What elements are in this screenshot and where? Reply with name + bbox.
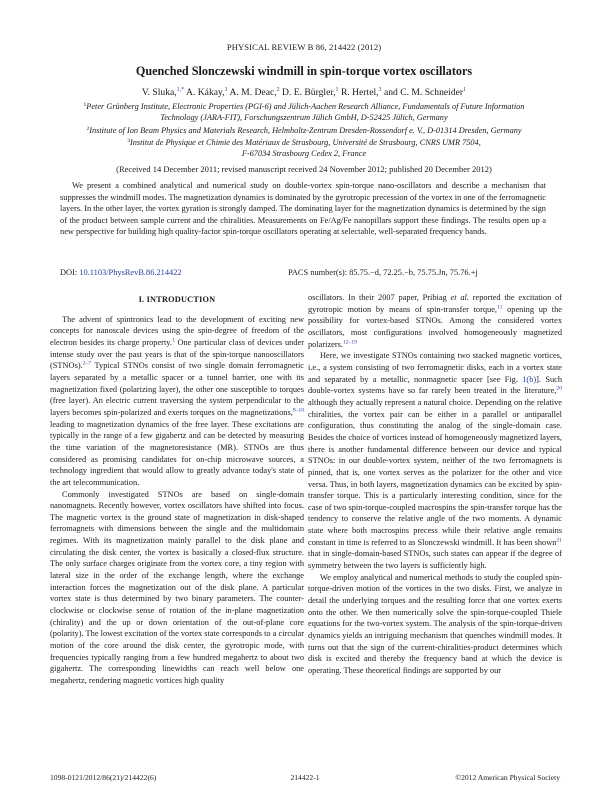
footer-page-number: 214422-1	[290, 773, 320, 782]
author-affiliation-marker[interactable]: 1	[335, 87, 339, 93]
section-heading: I. INTRODUCTION	[138, 295, 216, 304]
paper-title: Quenched Slonczewski windmill in spin-torque vortex oscillators	[135, 64, 473, 78]
footer-copyright: ©2012 American Physical Society	[455, 773, 560, 782]
author-affiliation-marker[interactable]: 2	[276, 87, 280, 93]
received-dates: (Received 14 December 2011; revised manuscript received 24 November 2012; published 20 December 2012)	[116, 164, 492, 174]
doi-pacs-line	[60, 268, 560, 277]
right-column	[308, 292, 562, 677]
citation-link[interactable]: 20	[556, 385, 562, 392]
citation-link[interactable]: 12–19	[342, 339, 357, 346]
author: R. Hertel,$^3$	[340, 87, 382, 98]
author: A. M. Deac,$^2$	[229, 87, 280, 98]
author-affiliation-marker[interactable]: 1,*	[176, 87, 185, 93]
figure-link[interactable]: 1(b)	[522, 374, 537, 384]
paragraph: We employ analytical and numerical methods to study the coupled spin-torque-driven motion of the vortices in the two disks. First, we analyze in detail the underlying torques and the resulting force that one vortex exerts onto the other. We then numerically solve the spin-torque-coupled Thiele equations for the two-vortex system. The analysis of the spin-torque-driven dynamics yields an intriguing mechanism that quenches windmill modes. It turns out that the sign of the current-chiralities-product determines which disk is excited and thereby the frequency band at which the device is operating. These theoretical findings are supported by our	[308, 572, 562, 675]
left-column	[50, 292, 304, 687]
footer-issn: 1098-0121/2012/86(21)/214422(6)	[50, 773, 157, 782]
abstract: We present a combined analytical and numerical study on double-vortex spin-torque nano-oscillators and describe a mechanism that suppresses the windmill modes. The magnetization dynamics is dominated by the gyrotropic precession of the vortex in one of the ferromagnetic layers. In the other layer, the vortex gyration is strongly damped. The dominating layer for the magnetization dynamics is determined by the sign of the product between sample current and the chiralities. Measurements on Fe/Ag/Fe nanopillars support these findings. The results open up a new perspective for building high quality-factor spin-torque oscillators operating at selectable, well-separated frequency bands.	[60, 181, 546, 237]
citation-link[interactable]: 1	[171, 337, 175, 344]
citation-link[interactable]: 2–7	[82, 360, 92, 367]
citation-link[interactable]: 11	[496, 304, 503, 311]
author: D. E. Bürgler,$^1$	[282, 87, 339, 98]
author-affiliation-marker[interactable]: 1	[463, 87, 467, 93]
doi-link[interactable]: 10.1103/PhysRevB.86.214422	[79, 268, 182, 277]
author: and C. M. Schneider$^1$	[383, 87, 467, 98]
author-affiliation-marker[interactable]: 1	[224, 87, 228, 93]
paragraph: The advent of spintronics lead to the development of exciting new concepts for nanoscale devices using the spin-degree of freedom of the electron besides its charge property.$^1$ One particular class of devices under intense study over the past years is that of the spin-torque nanooscillators (STNOs).$^{2-7}$ Typical STNOs consist of two single domain ferromagnetic layers separated by a metallic spacer or a tunnel barrier, one with its magnetization fixed (polarizing layer), the other one susceptible to torques (free layer). An electric current traversing the system perpendicular to the layers becomes spin-polarized and exerts torques on the magnetizations,$^{8-10}$ leading to magnetization dynamics of the free layer. These excitations are typically in the range of a few gigahertz and can be detected by measuring the time variation of the magnetoresistance (MR). STNOs are thus considered as promising candidates for on-chip microwave sources, a technology ingredient that would allow to greatly advance today's state of the art telecommunication.	[50, 314, 304, 487]
doi-label: DOI:	[60, 268, 78, 277]
citation-link[interactable]: 8–10	[292, 407, 304, 414]
affiliation-2: $^2$Institute of Ion Beam Physics and Materials Research, Helmholtz-Zentrum Dresden-Rossendorf e. V., D-01314 Dresden, Germany	[86, 126, 522, 135]
affiliation-3: $^3$Institut de Physique et Chimie des Matériaux de Strasbourg, Université de Strasbourg, CNRS UMR 7504, F-67034 Strasbourg Cedex 2, France	[127, 138, 481, 159]
paragraph: Here, we investigate STNOs containing two stacked magnetic vortices, i.e., a system consisting of two ferromagnetic disks, each in a vortex state and separated by a metallic, nonmagnetic spacer [see Fig. 1(b)]. Such double-vortex systems have so far rarely been treated in the literature,$^{20}$ although they actually represent a natural choice. Depending on the relative chiralities, the vortex pair can be either in a parallel or antiparallel configuration, thus constituting the analog of the single-domain case. Besides the choice of vortices instead of homogeneously magnetized layers, there is another fundamental difference between our device and typical STNOs: in our double-vortex system, neither of the two ferromagnets is pinned, that is, one vortex serves as the polarizer for the other and vice versa. Thus, in both layers, magnetization dynamics can be excited by spin-transfer torque. This is a particularly interesting condition, since for the case of two spin-torque-coupled macrospins the spin-transfer torque has the tendency to conserve the relative angle of the two moments. A dynamic state where both macrospins precess while their relative angle remains constant in time is referred to as Slonczewski windmill. It has been shown$^{21}$ that in single-domain-based STNOs, such states can appear if the degree of symmetry between the two layers is sufficiently high.	[308, 351, 563, 571]
author: V. Sluka,$^{1,*}$	[141, 87, 185, 98]
author-affiliation-marker[interactable]: 3	[378, 87, 382, 93]
pacs-numbers: PACS number(s): 85.75.−d, 72.25.−b, 75.75.Jn, 75.76.+j	[288, 268, 478, 277]
running-head: PHYSICAL REVIEW B 86, 214422 (2012)	[226, 42, 382, 52]
citation-link[interactable]: 21	[556, 537, 562, 544]
affiliation-1: $^1$Peter Grünberg Institute, Electronic Properties (PGI-6) and Jülich-Aachen Research Alliance, Fundamentals of Future Information Technology (JARA-FIT), Forschungszentrum Jülich GmbH, D-52425 Jülich, Germany	[83, 102, 525, 123]
author: A. Kákay,$^1$	[186, 87, 228, 98]
paragraph-continued: oscillators. In their 2007 paper, Pribiag et al. reported the excitation of gyrotropic motion by means of spin-transfer torque,$^{11}$ opening up the possibility for vortex-based STNOs. Among the considered vortex oscillators, most configurations involved homogeneously magnetized polarizers.$^{12-19}$	[308, 293, 562, 349]
author-list	[0, 87, 608, 98]
paragraph: Commonly investigated STNOs are based on single-domain nanomagnets. Recently however, vortex oscillators have shifted into focus. The magnetic vortex is the ground state of magnetization in disk-shaped ferromagnets with dimensions between the single and the multidomain regimes. With its magnetization mainly parallel to the disk plane and circulating the disk center, the vortex is basically a closed-flux structure. The only surface charges originate from the vortex core, a tiny region with lateral size in the order of the exchange length, where the exchange interaction forces the magnetization out of the disk plane. A particular vortex state is thus determined by two binary parameters. The counter-clockwise or clockwise sense of rotation of the in-plane magnetization (chirality) and the up or down orientation of the out-of-plane core (polarity). The lowest excitation of the vortex state corresponds to a circular motion of the core around the disk center, the gyrotropic mode, with frequencies typically ranging from a few hundred megahertz to about two gigahertz. The corresponding linewidths can reach well below one megahertz, rendering magnetic vortices high quality	[50, 489, 304, 685]
